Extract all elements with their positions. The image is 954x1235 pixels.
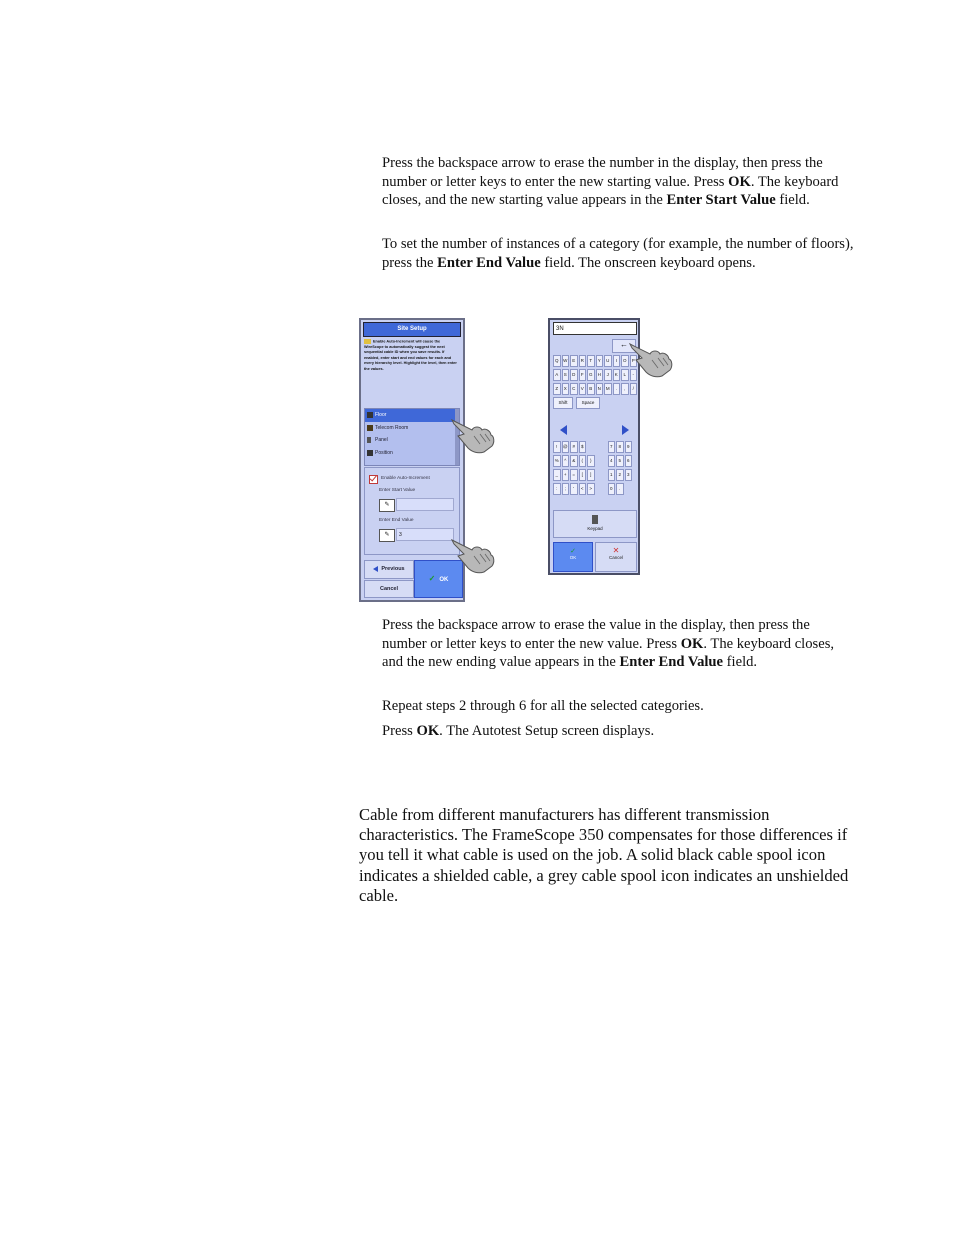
category-label: Floor xyxy=(375,412,387,418)
key[interactable]: [ xyxy=(579,469,587,481)
key[interactable]: Q xyxy=(553,355,561,367)
key[interactable]: C xyxy=(570,383,578,395)
keypad-button[interactable] xyxy=(553,510,637,538)
key[interactable]: $ xyxy=(579,441,587,453)
symbol-keys xyxy=(553,441,637,497)
letter-keys xyxy=(553,355,637,411)
ok-label: OK xyxy=(439,577,449,583)
key[interactable]: I xyxy=(613,355,621,367)
key-row xyxy=(553,469,637,481)
key-row xyxy=(553,455,637,467)
backspace-button[interactable]: ← xyxy=(612,339,636,353)
key[interactable]: 8 xyxy=(616,441,624,453)
key-row xyxy=(553,383,637,395)
check-icon: ✓ xyxy=(428,574,436,583)
key[interactable]: Y xyxy=(596,355,604,367)
cursor-left-icon[interactable] xyxy=(560,425,567,435)
site-setup-info xyxy=(364,339,460,372)
cancel-button[interactable]: Cancel xyxy=(364,580,414,598)
text: field. xyxy=(775,192,810,209)
instruction-paragraph-1 xyxy=(382,154,854,210)
key[interactable]: ( xyxy=(579,455,587,467)
instruction-paragraph-3 xyxy=(382,616,854,672)
text: Press xyxy=(382,723,417,739)
key[interactable]: ! xyxy=(553,441,561,453)
previous-arrow-icon xyxy=(373,566,378,572)
key[interactable]: - xyxy=(630,369,638,381)
category-item[interactable] xyxy=(365,434,459,447)
key[interactable]: 5 xyxy=(616,455,624,467)
text: . The keyboard closes, and the new starting value appears in the xyxy=(382,173,839,209)
key[interactable]: ' xyxy=(570,483,578,495)
edit-start-icon[interactable]: ✎ xyxy=(379,499,395,512)
key[interactable]: M xyxy=(604,383,612,395)
keyboard-display[interactable]: 3N xyxy=(553,322,637,335)
key[interactable]: 4 xyxy=(608,455,616,467)
key[interactable]: : xyxy=(553,483,561,495)
enter-end-value-term: Enter End Value xyxy=(619,654,724,671)
key[interactable]: N xyxy=(596,383,604,395)
key[interactable]: W xyxy=(562,355,570,367)
category-label: Telecom Room xyxy=(375,424,409,431)
cancel-label: Cancel xyxy=(608,555,623,560)
pointing-hand-icon xyxy=(450,412,496,454)
telecom-room-icon xyxy=(367,425,373,431)
space-key[interactable]: Space xyxy=(576,397,600,409)
instruction-paragraph-5 xyxy=(382,722,854,741)
key[interactable]: T xyxy=(587,355,595,367)
ok-term: OK xyxy=(728,173,751,190)
key[interactable]: A xyxy=(553,369,561,381)
text: Repeat steps 2 through 6 for all the selected categories. xyxy=(382,698,704,714)
key-row xyxy=(553,397,637,409)
key[interactable]: F xyxy=(579,369,587,381)
text: To set the number of instances of a category (for example, the number of floors), press the xyxy=(382,236,854,271)
cursor-right-icon[interactable] xyxy=(622,425,629,435)
key[interactable]: 1 xyxy=(608,469,616,481)
edit-end-icon[interactable]: ✎ xyxy=(379,529,395,542)
key[interactable]: D xyxy=(570,369,578,381)
pointing-hand-icon xyxy=(450,532,496,574)
category-list xyxy=(364,408,460,466)
key[interactable]: E xyxy=(570,355,578,367)
key[interactable]: J xyxy=(604,369,612,381)
enter-start-value-term: Enter Start Value xyxy=(666,192,776,209)
key[interactable]: O xyxy=(621,355,629,367)
key[interactable]: 3 xyxy=(625,469,633,481)
auto-increment-options xyxy=(364,467,460,555)
key-row xyxy=(553,483,637,495)
category-label: Panel xyxy=(375,437,388,443)
key-row xyxy=(553,355,637,367)
key[interactable]: S xyxy=(562,369,570,381)
key[interactable]: 0 xyxy=(608,483,616,495)
keypad-label: Keypad xyxy=(587,526,603,531)
key[interactable]: ^ xyxy=(562,455,570,467)
enter-end-value-term: Enter End Value xyxy=(437,254,541,271)
key[interactable]: R xyxy=(579,355,587,367)
start-value-label: Enter Start Value xyxy=(379,488,416,493)
key[interactable]: # xyxy=(570,441,578,453)
text: . The Autotest Setup screen displays. xyxy=(439,723,655,739)
category-label: Position xyxy=(375,449,393,456)
ok-term: OK xyxy=(680,635,704,652)
shift-key[interactable]: Shift xyxy=(553,397,573,409)
key[interactable]: P xyxy=(630,355,638,367)
key[interactable]: . xyxy=(613,383,621,395)
start-value-field[interactable] xyxy=(396,498,454,511)
key[interactable]: = xyxy=(570,469,578,481)
key[interactable]: Z xyxy=(553,383,561,395)
category-item[interactable] xyxy=(365,409,459,422)
info-icon xyxy=(364,339,371,344)
key[interactable]: & xyxy=(570,455,578,467)
key[interactable]: H xyxy=(596,369,604,381)
pointing-hand-icon xyxy=(628,336,674,378)
auto-increment-checkbox[interactable] xyxy=(369,475,378,484)
cable-paragraph xyxy=(359,805,859,906)
check-icon: ✓ xyxy=(570,548,576,555)
end-value-label: Enter End Value xyxy=(379,518,414,523)
text: field. The onscreen keyboard opens. xyxy=(540,254,756,271)
keyboard-ok-button[interactable] xyxy=(553,542,593,572)
info-text: Enable Auto-Increment will cause the WireScope to automatically suggest the next sequential cable ID when you save results. If enabled, enter start and end values for each and every hierarchy level. Highlight the level, then enter the values. xyxy=(364,339,457,371)
key[interactable]: 2 xyxy=(616,469,624,481)
keyboard-cancel-button[interactable] xyxy=(595,542,637,572)
previous-label: Previous xyxy=(381,566,405,572)
key-row xyxy=(553,369,637,381)
key[interactable]: ] xyxy=(587,469,595,481)
text: field. xyxy=(723,654,758,671)
key[interactable]: < xyxy=(579,483,587,495)
floor-icon xyxy=(367,412,373,418)
ok-label: OK xyxy=(569,555,577,560)
panel-icon xyxy=(367,437,371,443)
close-icon: ✕ xyxy=(612,546,620,555)
key[interactable]: U xyxy=(604,355,612,367)
ok-term: OK xyxy=(416,723,440,739)
text: Press the backspace arrow to erase the value in the display, then press the number or letter keys to enter the new value. Press xyxy=(382,617,810,652)
key[interactable]: , xyxy=(621,383,629,395)
key-row xyxy=(553,441,637,453)
key[interactable]: % xyxy=(553,455,561,467)
key[interactable]: . xyxy=(616,483,624,495)
key[interactable]: K xyxy=(613,369,621,381)
keyboard-screenshot xyxy=(548,318,640,575)
previous-button[interactable] xyxy=(364,560,414,579)
key[interactable]: 6 xyxy=(625,455,633,467)
key[interactable]: B xyxy=(587,383,595,395)
position-icon xyxy=(367,450,373,456)
text: Cable from different manufacturers has different transmission characteristics. The FrameScope 350 compensates for those differences if you tell it what cable is used on the job. A solid black cable spool icon indicates a shielded cable, a grey cable spool icon indicates an unshielded cable. xyxy=(359,805,849,905)
key[interactable]: + xyxy=(562,469,570,481)
key[interactable]: 7 xyxy=(608,441,616,453)
key[interactable]: V xyxy=(579,383,587,395)
end-value-field[interactable]: 3 xyxy=(396,528,454,541)
key[interactable]: ) xyxy=(587,455,595,467)
instruction-paragraph-4 xyxy=(382,697,854,716)
category-item[interactable] xyxy=(365,422,459,435)
key[interactable]: / xyxy=(630,383,638,395)
key[interactable]: _ xyxy=(553,469,561,481)
key[interactable]: X xyxy=(562,383,570,395)
key[interactable]: @ xyxy=(562,441,570,453)
key[interactable]: L xyxy=(621,369,629,381)
key[interactable]: > xyxy=(587,483,595,495)
keypad-icon xyxy=(592,515,598,524)
auto-increment-label: Enable Auto-Increment xyxy=(381,476,430,481)
text: . The keyboard closes, and the new ending value appears in the xyxy=(382,635,835,671)
site-setup-title: Site Setup xyxy=(363,322,461,337)
text: Press the backspace arrow to erase the number in the display, then press the number or letter keys to enter the new starting value. Press xyxy=(382,155,823,190)
key[interactable]: 9 xyxy=(625,441,633,453)
key[interactable]: G xyxy=(587,369,595,381)
category-item[interactable] xyxy=(365,447,459,460)
instruction-paragraph-2 xyxy=(382,235,854,272)
key[interactable]: ; xyxy=(562,483,570,495)
